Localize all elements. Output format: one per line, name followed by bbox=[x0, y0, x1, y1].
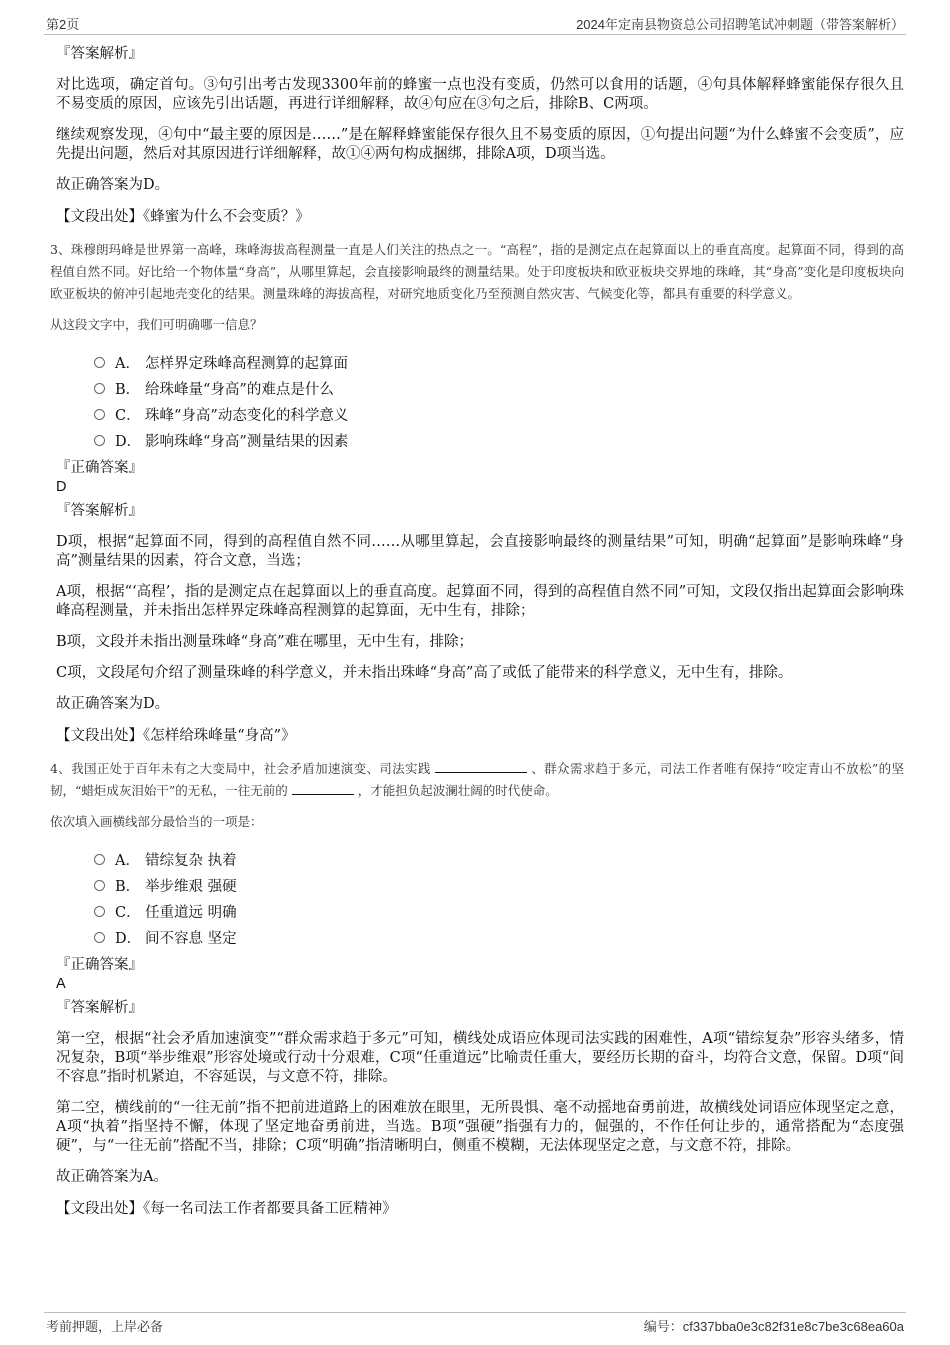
analysis-paragraph: C项，文段尾句介绍了测量珠峰的科学意义，并未指出珠峰“身高”高了或低了能带来的科学意义，无中生有，排除。 bbox=[56, 665, 793, 681]
analysis-label: 『答案解析』 bbox=[56, 1000, 143, 1016]
option-letter: B． bbox=[115, 381, 141, 398]
option-text: 举步维艰 强硬 bbox=[145, 878, 237, 895]
option-text: 怎样界定珠峰高程测算的起算面 bbox=[145, 355, 348, 372]
option-letter: C． bbox=[115, 407, 141, 424]
option-text: 间不容息 坚定 bbox=[145, 930, 237, 947]
document-id: 编号：cf337bba0e3c82f31e8c7be3c68ea60a bbox=[643, 1319, 904, 1334]
option-letter: D． bbox=[115, 433, 142, 450]
option-b[interactable] bbox=[94, 375, 904, 401]
radio-button[interactable] bbox=[94, 383, 105, 394]
radio-button[interactable] bbox=[94, 357, 105, 368]
analysis-paragraph: 对比选项，确定首句。③句引出考古发现3300年前的蜂蜜一点也没有变质，仍然可以食用的话题，④句具体解释蜂蜜能保存很久且不易变质的原因，应该先引出话题，再进行详细解释，故④句应在③句之后，排除B、C两项。 bbox=[56, 77, 904, 112]
page-footer bbox=[44, 1312, 906, 1335]
option-letter: B． bbox=[115, 878, 141, 895]
source-citation: 【文段出处】《每一名司法工作者都要具备工匠精神》 bbox=[56, 1201, 397, 1217]
analysis-conclusion: 故正确答案为A。 bbox=[56, 1169, 168, 1185]
option-text: 任重道远 明确 bbox=[145, 904, 237, 921]
analysis-paragraph: 第一空，根据“社会矛盾加速演变”“群众需求趋于多元”可知，横线处成语应体现司法实践的困难性，A项“错综复杂”形容头绪多，情况复杂，B项“举步维艰”形容处境或行动十分艰难，C项“任重道远”比喻责任重大，要经历长期的奋斗，均符合文意，保留。D项“间不容息”指时机紧迫，不容延误，与文意不符，排除。 bbox=[56, 1031, 904, 1085]
option-text: 错综复杂 执着 bbox=[145, 852, 237, 869]
analysis-paragraph: 继续观察发现，④句中“最主要的原因是……”是在解释蜂蜜能保存很久且不易变质的原因，①句提出问题“为什么蜂蜜不会变质”，应先提出问题，然后对其原因进行详细解释，故①④两句构成捆绑，排除A项，D项当选。 bbox=[56, 127, 904, 162]
radio-button[interactable] bbox=[94, 409, 105, 420]
option-d[interactable] bbox=[94, 924, 904, 950]
option-text: 给珠峰量“身高”的难点是什么 bbox=[145, 381, 334, 398]
source-citation: 【文段出处】《怎样给珠峰量“身高”》 bbox=[56, 728, 296, 744]
question-prompt: 依次填入画横线部分最恰当的一项是： bbox=[50, 814, 263, 829]
option-letter: C． bbox=[115, 904, 141, 921]
fill-blank bbox=[435, 760, 527, 773]
stem-part: ，才能担负起波澜壮阔的时代使命。 bbox=[357, 783, 558, 798]
option-c[interactable] bbox=[94, 898, 904, 924]
option-letter: A． bbox=[115, 355, 140, 372]
stem-part: 4、我国正处于百年未有之大变局中，社会矛盾加速演变、司法实践 bbox=[50, 761, 431, 776]
analysis-label: 『答案解析』 bbox=[56, 46, 143, 62]
page-header bbox=[44, 12, 906, 35]
correct-answer: D bbox=[56, 479, 67, 495]
option-text: 影响珠峰“身高”测量结果的因素 bbox=[145, 433, 349, 450]
footer-slogan: 考前押题，上岸必备 bbox=[46, 1319, 164, 1334]
page-number: 第2页 bbox=[46, 17, 80, 32]
option-d[interactable] bbox=[94, 427, 904, 453]
option-text: 珠峰“身高”动态变化的科学意义 bbox=[145, 407, 349, 424]
radio-button[interactable] bbox=[94, 435, 105, 446]
correct-answer: A bbox=[56, 976, 66, 992]
source-citation: 【文段出处】《蜂蜜为什么不会变质？》 bbox=[56, 209, 310, 225]
radio-button[interactable] bbox=[94, 880, 105, 891]
radio-button[interactable] bbox=[94, 932, 105, 943]
option-list bbox=[94, 846, 904, 950]
option-letter: A． bbox=[115, 852, 140, 869]
analysis-label: 『答案解析』 bbox=[56, 503, 143, 519]
question-stem: 3、珠穆朗玛峰是世界第一高峰，珠峰海拔高程测量一直是人们关注的热点之一。“高程”，指的是测定点在起算面以上的垂直高度。起算面不同，得到的高程值自然不同。好比给一个物体量“身高”，从哪里算起，会直接影响最终的测量结果。处于印度板块和欧亚板块交界地的珠峰，其“身高”变化是印度板块向欧亚板块的俯冲引起地壳变化的结果。测量珠峰的海拔高程，对研究地质变化乃至预测自然灾害、气候变化等，都具有重要的科学意义。 bbox=[50, 242, 904, 301]
correct-answer-label: 『正确答案』 bbox=[56, 460, 143, 476]
question-prompt: 从这段文字中，我们可明确哪一信息？ bbox=[50, 317, 263, 332]
option-c[interactable] bbox=[94, 401, 904, 427]
radio-button[interactable] bbox=[94, 906, 105, 917]
analysis-paragraph: B项，文段并未指出测量珠峰“身高”难在哪里，无中生有，排除； bbox=[56, 634, 473, 650]
option-list bbox=[94, 349, 904, 453]
document-title: 2024年定南县物资总公司招聘笔试冲刺题（带答案解析） bbox=[576, 17, 904, 32]
analysis-paragraph: D项，根据“起算面不同，得到的高程值自然不同……从哪里算起，会直接影响最终的测量结果”可知，明确“起算面”是影响珠峰“身高”测量结果的因素，符合文意，当选； bbox=[56, 534, 904, 569]
question-stem bbox=[50, 758, 904, 802]
option-b[interactable] bbox=[94, 872, 904, 898]
analysis-paragraph: 第二空，横线前的“一往无前”指不把前进道路上的困难放在眼里，无所畏惧、毫不动摇地奋勇前进，故横线处词语应体现坚定之意，A项“执着”指坚持不懈，体现了坚定地奋勇前进，当选。B项“强硬”指强有力的，倔强的，不作任何让步的，通常搭配为“态度强硬”，与“一往无前”搭配不当，排除；C项“明确”指清晰明白，侧重不模糊，无法体现坚定之意，与文意不符，排除。 bbox=[56, 1100, 904, 1154]
option-a[interactable] bbox=[94, 846, 904, 872]
option-letter: D． bbox=[115, 930, 142, 947]
stem-part: 、群众需求趋于多元，司法工作者唯有保持“咬定青山不放松”的坚韧，“蜡炬成灰泪始干”的无私，一往无前的 bbox=[50, 761, 904, 798]
fill-blank bbox=[292, 782, 354, 795]
analysis-paragraph: A项，根据“‘高程’，指的是测定点在起算面以上的垂直高度。起算面不同，得到的高程值自然不同”可知，文段仅指出起算面会影响珠峰高程测量，并未指出怎样界定珠峰高程测算的起算面，无中生有，排除； bbox=[56, 584, 904, 619]
analysis-conclusion: 故正确答案为D。 bbox=[56, 696, 170, 712]
analysis-conclusion: 故正确答案为D。 bbox=[56, 177, 170, 193]
option-a[interactable] bbox=[94, 349, 904, 375]
correct-answer-label: 『正确答案』 bbox=[56, 957, 143, 973]
document-body bbox=[50, 44, 904, 1231]
radio-button[interactable] bbox=[94, 854, 105, 865]
